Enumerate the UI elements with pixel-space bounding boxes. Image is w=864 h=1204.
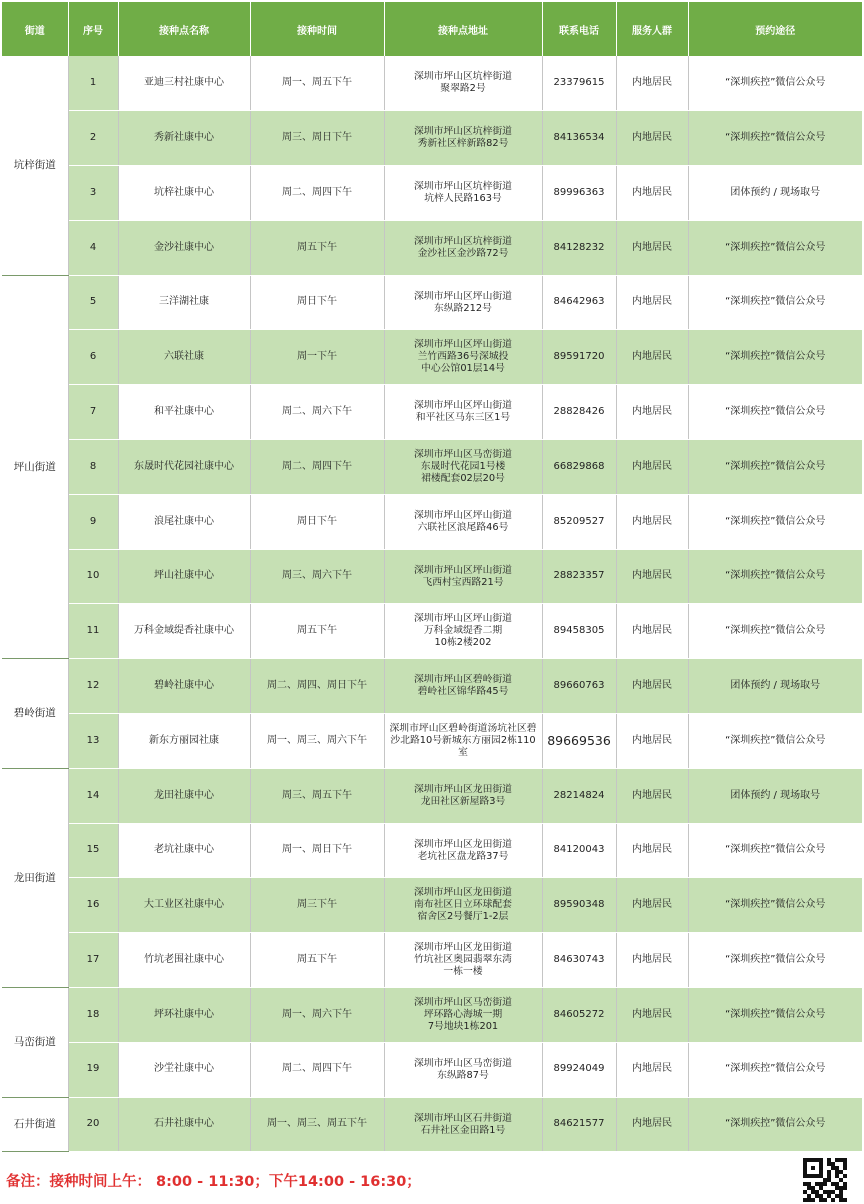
address-line: 深圳市坪山区马峦街道 — [414, 996, 512, 1008]
row-number-cell: 10 — [68, 549, 118, 604]
table-header — [2, 2, 862, 56]
booking-cell: “深圳疾控”微信公众号 — [688, 823, 862, 878]
table-row — [2, 56, 862, 111]
site-name-cell: 坪环社康中心 — [118, 988, 250, 1043]
time-cell: 周三、周日下午 — [250, 111, 384, 166]
address-line: 深圳市坪山区坑梓街道 — [414, 71, 512, 83]
district-cell: 碧岭街道 — [2, 659, 68, 769]
address-cell — [384, 823, 542, 878]
service-group-cell: 内地居民 — [616, 166, 688, 221]
phone-cell: 66829868 — [542, 440, 616, 495]
booking-cell: 团体预约 / 现场取号 — [688, 166, 862, 221]
time-cell: 周一、周六下午 — [250, 988, 384, 1043]
address-cell — [384, 56, 542, 111]
booking-cell: 团体预约 / 现场取号 — [688, 659, 862, 714]
site-name-cell: 龙田社康中心 — [118, 768, 250, 823]
address-cell — [384, 659, 542, 714]
address-cell — [384, 768, 542, 823]
site-name-cell: 坑梓社康中心 — [118, 166, 250, 221]
phone-cell: 23379615 — [542, 56, 616, 111]
booking-cell: “深圳疾控”微信公众号 — [688, 385, 862, 440]
time-cell: 周二、周四、周日下午 — [250, 659, 384, 714]
address-cell — [384, 604, 542, 659]
address-line: 深圳市坪山区马峦街道 — [414, 1057, 512, 1069]
table-row — [2, 988, 862, 1043]
row-number-cell: 11 — [68, 604, 118, 659]
booking-cell: “深圳疾控”微信公众号 — [688, 988, 862, 1043]
address-cell — [384, 220, 542, 275]
site-name-cell: 浪尾社康中心 — [118, 494, 250, 549]
site-name-cell: 老坑社康中心 — [118, 823, 250, 878]
time-cell: 周一、周五下午 — [250, 56, 384, 111]
time-cell: 周二、周四下午 — [250, 166, 384, 221]
table-row — [2, 878, 862, 933]
address-line: 兰竹西路36号深城投 — [417, 351, 509, 363]
qr-code-icon — [803, 1158, 847, 1202]
service-group-cell: 内地居民 — [616, 56, 688, 111]
site-name-cell: 竹坑老围社康中心 — [118, 933, 250, 988]
time-cell: 周日下午 — [250, 275, 384, 330]
time-cell: 周三、周六下午 — [250, 549, 384, 604]
booking-cell: “深圳疾控”微信公众号 — [688, 1097, 862, 1152]
row-number-cell: 15 — [68, 823, 118, 878]
time-cell: 周五下午 — [250, 604, 384, 659]
service-group-cell: 内地居民 — [616, 823, 688, 878]
time-cell: 周一、周日下午 — [250, 823, 384, 878]
phone-cell: 84642963 — [542, 275, 616, 330]
table-body — [2, 56, 862, 1152]
address-cell — [384, 1097, 542, 1152]
table-row — [2, 768, 862, 823]
table-row — [2, 1042, 862, 1097]
site-name-cell: 大工业区社康中心 — [118, 878, 250, 933]
service-group-cell: 内地居民 — [616, 330, 688, 385]
service-group-cell: 内地居民 — [616, 988, 688, 1043]
table-row — [2, 823, 862, 878]
district-cell: 坑梓街道 — [2, 56, 68, 275]
service-group-cell: 内地居民 — [616, 549, 688, 604]
time-cell: 周一、周三、周六下午 — [250, 714, 384, 769]
table-row — [2, 494, 862, 549]
address-line: 坪环路心海城一期 — [423, 1008, 503, 1020]
phone-cell: 28823357 — [542, 549, 616, 604]
header-service-group: 服务人群 — [616, 2, 688, 56]
table-row — [2, 275, 862, 330]
row-number-cell: 6 — [68, 330, 118, 385]
time-cell: 周二、周四下午 — [250, 440, 384, 495]
address-cell — [384, 988, 542, 1043]
row-number-cell: 2 — [68, 111, 118, 166]
address-line: 龙田社区新屋路3号 — [420, 795, 506, 807]
address-line: 室 — [458, 746, 468, 758]
service-group-cell: 内地居民 — [616, 604, 688, 659]
phone-cell: 84621577 — [542, 1097, 616, 1152]
site-name-cell: 亚迪三村社康中心 — [118, 56, 250, 111]
district-cell: 龙田街道 — [2, 768, 68, 987]
row-number-cell: 7 — [68, 385, 118, 440]
site-name-cell: 六联社康 — [118, 330, 250, 385]
row-number-cell: 12 — [68, 659, 118, 714]
address-line: 深圳市坪山区龙田街道 — [414, 942, 512, 954]
table-row — [2, 714, 862, 769]
phone-cell: 89669536 — [542, 714, 616, 769]
address-line: 万科金域缇香二期 — [423, 625, 503, 637]
site-name-cell: 碧岭社康中心 — [118, 659, 250, 714]
row-number-cell: 20 — [68, 1097, 118, 1152]
time-cell: 周一下午 — [250, 330, 384, 385]
address-line: 和平社区马东三区1号 — [415, 412, 511, 424]
address-cell — [384, 549, 542, 604]
table-row — [2, 440, 862, 495]
vaccination-sites-table — [2, 2, 862, 1152]
address-line: 深圳市坪山区石井街道 — [414, 1112, 512, 1124]
address-cell — [384, 166, 542, 221]
address-line: 10栋2楼202 — [434, 637, 492, 649]
address-line: 深圳市坪山区龙田街道 — [414, 783, 512, 795]
row-number-cell: 17 — [68, 933, 118, 988]
time-cell: 周日下午 — [250, 494, 384, 549]
footnote-schedule: 备注：接种时间上午： 8:00 - 11:30；下午14:00 - 16:30； — [6, 1174, 421, 1190]
time-cell: 周二、周四下午 — [250, 1042, 384, 1097]
header-number: 序号 — [68, 2, 118, 56]
phone-cell: 89924049 — [542, 1042, 616, 1097]
booking-cell: 团体预约 / 现场取号 — [688, 768, 862, 823]
address-line: 东纵路212号 — [434, 302, 492, 314]
address-line: 裙楼配套02层20号 — [421, 472, 505, 484]
site-name-cell: 秀新社康中心 — [118, 111, 250, 166]
phone-cell: 28214824 — [542, 768, 616, 823]
service-group-cell: 内地居民 — [616, 111, 688, 166]
table-row — [2, 166, 862, 221]
address-cell — [384, 494, 542, 549]
phone-cell: 84630743 — [542, 933, 616, 988]
row-number-cell: 16 — [68, 878, 118, 933]
row-number-cell: 18 — [68, 988, 118, 1043]
row-number-cell: 14 — [68, 768, 118, 823]
header-site-name: 接种点名称 — [118, 2, 250, 56]
service-group-cell: 内地居民 — [616, 714, 688, 769]
phone-cell: 89590348 — [542, 878, 616, 933]
header-time: 接种时间 — [250, 2, 384, 56]
header-row — [2, 2, 862, 56]
district-cell: 石井街道 — [2, 1097, 68, 1152]
phone-cell: 84136534 — [542, 111, 616, 166]
header-district: 街道 — [2, 2, 68, 56]
row-number-cell: 8 — [68, 440, 118, 495]
row-number-cell: 19 — [68, 1042, 118, 1097]
service-group-cell: 内地居民 — [616, 768, 688, 823]
address-line: 宿舍区2号餐厅1-2层 — [417, 911, 509, 923]
address-line: 深圳市坪山区坪山街道 — [414, 564, 512, 576]
phone-cell: 28828426 — [542, 385, 616, 440]
table-row — [2, 549, 862, 604]
service-group-cell: 内地居民 — [616, 1042, 688, 1097]
phone-cell: 84120043 — [542, 823, 616, 878]
time-cell: 周三下午 — [250, 878, 384, 933]
table-row — [2, 1097, 862, 1152]
table-row — [2, 330, 862, 385]
address-line: 南布社区日立环球配套 — [414, 899, 512, 911]
address-line: 深圳市坪山区龙田街道 — [414, 887, 512, 899]
address-line: 东晟时代花园1号楼 — [420, 460, 506, 472]
booking-cell: “深圳疾控”微信公众号 — [688, 494, 862, 549]
header-address: 接种点地址 — [384, 2, 542, 56]
site-name-cell: 新东方丽园社康 — [118, 714, 250, 769]
address-line: 飞西村宝西路21号 — [422, 576, 504, 588]
address-line: 沙北路10号新城东方丽园2栋110 — [390, 734, 536, 746]
booking-cell: “深圳疾控”微信公众号 — [688, 604, 862, 659]
phone-cell: 84605272 — [542, 988, 616, 1043]
row-number-cell: 1 — [68, 56, 118, 111]
booking-cell: “深圳疾控”微信公众号 — [688, 330, 862, 385]
address-line: 石井社区金田路1号 — [420, 1124, 506, 1136]
table-row — [2, 220, 862, 275]
header-phone: 联系电话 — [542, 2, 616, 56]
address-line: 聚翠路2号 — [440, 83, 486, 95]
site-name-cell: 和平社康中心 — [118, 385, 250, 440]
table-row — [2, 933, 862, 988]
booking-cell: “深圳疾控”微信公众号 — [688, 275, 862, 330]
site-name-cell: 万科金域缇香社康中心 — [118, 604, 250, 659]
address-line: 7号地块1栋201 — [427, 1020, 499, 1032]
phone-cell: 89458305 — [542, 604, 616, 659]
address-cell — [384, 275, 542, 330]
address-cell — [384, 1042, 542, 1097]
address-line: 秀新社区梓新路82号 — [417, 138, 509, 150]
row-number-cell: 5 — [68, 275, 118, 330]
address-line: 深圳市坪山区龙田街道 — [414, 838, 512, 850]
address-line: 坑梓人民路163号 — [424, 192, 502, 204]
row-number-cell: 3 — [68, 166, 118, 221]
address-line: 竹坑社区奥园翡翠东湾 — [414, 954, 512, 966]
address-line: 深圳市坪山区碧岭街道汤坑社区碧 — [389, 722, 537, 734]
time-cell: 周五下午 — [250, 220, 384, 275]
district-cell: 马峦街道 — [2, 988, 68, 1098]
service-group-cell: 内地居民 — [616, 385, 688, 440]
booking-cell: “深圳疾控”微信公众号 — [688, 220, 862, 275]
time-cell: 周一、周三、周五下午 — [250, 1097, 384, 1152]
table-row — [2, 111, 862, 166]
address-cell — [384, 440, 542, 495]
time-cell: 周五下午 — [250, 933, 384, 988]
booking-cell: “深圳疾控”微信公众号 — [688, 440, 862, 495]
phone-cell: 84128232 — [542, 220, 616, 275]
address-line: 深圳市坪山区坪山街道 — [414, 400, 512, 412]
site-name-cell: 沙坣社康中心 — [118, 1042, 250, 1097]
row-number-cell: 13 — [68, 714, 118, 769]
address-line: 深圳市坪山区马峦街道 — [414, 448, 512, 460]
address-line: 深圳市坪山区坑梓街道 — [414, 180, 512, 192]
time-cell: 周二、周六下午 — [250, 385, 384, 440]
site-name-cell: 东晟时代花园社康中心 — [118, 440, 250, 495]
service-group-cell: 内地居民 — [616, 933, 688, 988]
phone-cell: 85209527 — [542, 494, 616, 549]
booking-cell: “深圳疾控”微信公众号 — [688, 1042, 862, 1097]
phone-cell: 89591720 — [542, 330, 616, 385]
vaccination-sites-table-wrapper — [2, 2, 862, 1152]
site-name-cell: 石井社康中心 — [118, 1097, 250, 1152]
site-name-cell: 坪山社康中心 — [118, 549, 250, 604]
address-line: 老坑社区盘龙路37号 — [417, 850, 509, 862]
service-group-cell: 内地居民 — [616, 275, 688, 330]
table-row — [2, 659, 862, 714]
service-group-cell: 内地居民 — [616, 494, 688, 549]
service-group-cell: 内地居民 — [616, 1097, 688, 1152]
site-name-cell: 三洋湖社康 — [118, 275, 250, 330]
district-cell: 坪山街道 — [2, 275, 68, 659]
address-cell — [384, 111, 542, 166]
phone-cell: 89996363 — [542, 166, 616, 221]
address-line: 深圳市坪山区坪山街道 — [414, 613, 512, 625]
address-line: 深圳市坪山区坪山街道 — [414, 509, 512, 521]
address-line: 深圳市坪山区坑梓街道 — [414, 126, 512, 138]
row-number-cell: 9 — [68, 494, 118, 549]
booking-cell: “深圳疾控”微信公众号 — [688, 714, 862, 769]
service-group-cell: 内地居民 — [616, 659, 688, 714]
address-cell — [384, 385, 542, 440]
table-row — [2, 385, 862, 440]
address-cell — [384, 878, 542, 933]
service-group-cell: 内地居民 — [616, 878, 688, 933]
address-cell — [384, 714, 542, 769]
table-row — [2, 604, 862, 659]
address-line: 东纵路87号 — [437, 1069, 489, 1081]
booking-cell: “深圳疾控”微信公众号 — [688, 933, 862, 988]
site-name-cell: 金沙社康中心 — [118, 220, 250, 275]
booking-cell: “深圳疾控”微信公众号 — [688, 56, 862, 111]
phone-cell: 89660763 — [542, 659, 616, 714]
address-cell — [384, 933, 542, 988]
address-line: 碧岭社区锦华路45号 — [417, 686, 509, 698]
booking-cell: “深圳疾控”微信公众号 — [688, 549, 862, 604]
address-line: 深圳市坪山区坪山街道 — [414, 290, 512, 302]
booking-cell: “深圳疾控”微信公众号 — [688, 878, 862, 933]
service-group-cell: 内地居民 — [616, 220, 688, 275]
address-line: 金沙社区金沙路72号 — [417, 247, 509, 259]
address-line: 中心公馆01层14号 — [421, 363, 505, 375]
time-cell: 周三、周五下午 — [250, 768, 384, 823]
address-line: 六联社区浪尾路46号 — [417, 521, 509, 533]
address-line: 一栋一楼 — [443, 966, 483, 978]
booking-cell: “深圳疾控”微信公众号 — [688, 111, 862, 166]
row-number-cell: 4 — [68, 220, 118, 275]
address-cell — [384, 330, 542, 385]
address-line: 深圳市坪山区坑梓街道 — [414, 235, 512, 247]
address-line: 深圳市坪山区坪山街道 — [414, 339, 512, 351]
service-group-cell: 内地居民 — [616, 440, 688, 495]
address-line: 深圳市坪山区碧岭街道 — [414, 674, 512, 686]
header-booking: 预约途径 — [688, 2, 862, 56]
